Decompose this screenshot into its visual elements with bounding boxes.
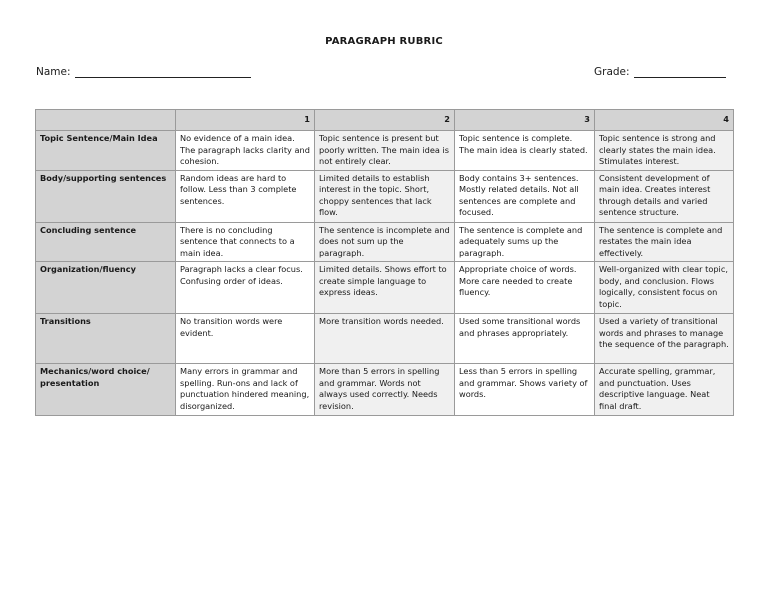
rubric-cell: Used a variety of transitional words and phrases to manage the sequence of the paragraph.: [595, 314, 734, 364]
criterion-label: Organization/fluency: [36, 262, 176, 314]
rubric-cell: The sentence is complete and adequately sums up the paragraph.: [455, 222, 595, 262]
rubric-cell: Appropriate choice of words. More care needed to create fluency.: [455, 262, 595, 314]
name-blank-line: [75, 67, 251, 78]
grade-label: Grade:: [594, 66, 630, 78]
table-row: [36, 170, 734, 222]
rubric-cell: The sentence is incomplete and does not sum up the paragraph.: [315, 222, 455, 262]
rubric-cell: Topic sentence is complete. The main idea is clearly stated.: [455, 131, 595, 171]
name-field: [36, 66, 251, 78]
grade-blank-line: [634, 67, 726, 78]
page-title: PARAGRAPH RUBRIC: [325, 36, 443, 47]
criterion-label: Concluding sentence: [36, 222, 176, 262]
rubric-cell: The sentence is complete and restates the main idea effectively.: [595, 222, 734, 262]
header-score-2: 2: [315, 110, 455, 131]
rubric-cell: Limited details. Shows effort to create simple language to express ideas.: [315, 262, 455, 314]
criterion-label: Body/supporting sentences: [36, 170, 176, 222]
table-row: [36, 131, 734, 171]
table-row: [36, 314, 734, 364]
criterion-label: Topic Sentence/Main Idea: [36, 131, 176, 171]
rubric-cell: Well-organized with clear topic, body, and conclusion. Flows logically, consistent focus on topic.: [595, 262, 734, 314]
rubric-cell: More than 5 errors in spelling and grammar. Words not always used correctly. Needs revision.: [315, 364, 455, 416]
rubric-cell: There is no concluding sentence that connects to a main idea.: [176, 222, 315, 262]
table-row: [36, 364, 734, 416]
header-score-3: 3: [455, 110, 595, 131]
name-label: Name:: [36, 66, 71, 78]
rubric-cell: Many errors in grammar and spelling. Run-ons and lack of punctuation hindered meaning, disorganized.: [176, 364, 315, 416]
rubric-cell: No transition words were evident.: [176, 314, 315, 364]
rubric-cell: Body contains 3+ sentences. Mostly related details. Not all sentences are complete and focused.: [455, 170, 595, 222]
rubric-cell: Paragraph lacks a clear focus. Confusing order of ideas.: [176, 262, 315, 314]
rubric-cell: Accurate spelling, grammar, and punctuation. Uses descriptive language. Neat final draft.: [595, 364, 734, 416]
rubric-table: [35, 109, 734, 416]
rubric-cell: Used some transitional words and phrases appropriately.: [455, 314, 595, 364]
grade-field: [594, 66, 726, 78]
criterion-label: Transitions: [36, 314, 176, 364]
criterion-label: Mechanics/word choice/ presentation: [36, 364, 176, 416]
header-score-4: 4: [595, 110, 734, 131]
header-score-1: 1: [176, 110, 315, 131]
rubric-cell: Consistent development of main idea. Creates interest through details and varied sentence structure.: [595, 170, 734, 222]
rubric-cell: More transition words needed.: [315, 314, 455, 364]
rubric-cell: Topic sentence is present but poorly written. The main idea is not entirely clear.: [315, 131, 455, 171]
table-row: [36, 222, 734, 262]
table-row: [36, 262, 734, 314]
header-row: [36, 110, 734, 131]
rubric-cell: No evidence of a main idea. The paragraph lacks clarity and cohesion.: [176, 131, 315, 171]
rubric-cell: Random ideas are hard to follow. Less than 3 complete sentences.: [176, 170, 315, 222]
rubric-cell: Limited details to establish interest in the topic. Short, choppy sentences that lack flow.: [315, 170, 455, 222]
rubric-cell: Topic sentence is strong and clearly states the main idea. Stimulates interest.: [595, 131, 734, 171]
rubric-cell: Less than 5 errors in spelling and grammar. Shows variety of words.: [455, 364, 595, 416]
header-criterion: [36, 110, 176, 131]
